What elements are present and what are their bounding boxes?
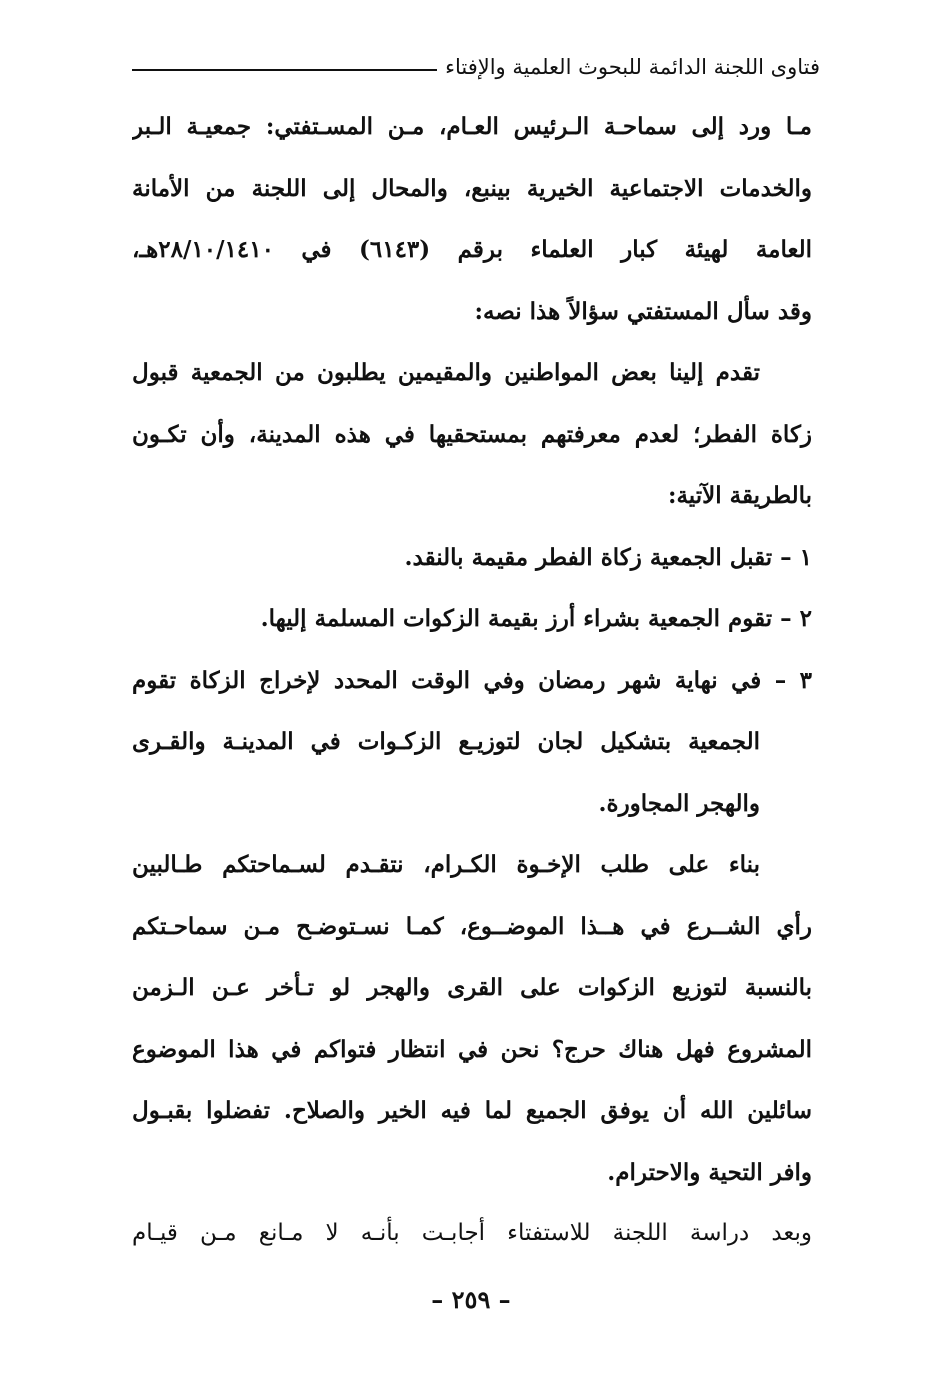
text-line: رأي الشــرع في هــذا الموضــوع، كمـا نسـتوضـح مـن سماحـتكم: [132, 912, 812, 940]
list-item: ٣ – في نهاية شهر رمضان وفي الوقت المحدد لإخراج الزكاة تقوم: [132, 666, 812, 694]
text-line: زكاة الفطر؛ لعدم معرفتهم بمستحقيها في هذه المدينة، وأن تكـون: [132, 420, 812, 448]
body-text: [132, 96, 812, 1265]
text-line: بالطريقة الآتية:: [667, 482, 812, 509]
text-line: بالنسبة لتوزيع الزكوات على القرى والهجر لو تـأخر عـن الـزمن: [132, 974, 812, 1001]
text-line: العامة لهيئة كبار العلماء برقم (٦١٤٣) في ٢٨/١٠/١٤١٠هـ،: [132, 236, 812, 263]
text-line: سائلين الله أن يوفق الجميع لما فيه الخير والصلاح. تفضلوا بقبـول: [132, 1097, 812, 1124]
text-line: والخدمات الاجتماعية الخيرية بينبع، والمحال إلى اللجنة من الأمانة: [132, 174, 812, 202]
text-line: وقد سأل المستفتي سؤالاً هذا نصه:: [474, 297, 812, 325]
list-item-continuation: والهجر المجاورة.: [598, 789, 760, 817]
running-header: [132, 50, 820, 84]
list-item: ١ – تقبل الجمعية زكاة الفطر مقيمة بالنقد.: [404, 543, 812, 571]
header-rule: [132, 69, 437, 71]
text-line: مـا ورد إلى سماحـة الـرئيس العـام، مـن المسـتفتي: جمعيـة الـبر: [132, 113, 812, 140]
text-line: وبعد دراسة اللجنة للاستفتاء أجابـت بأنـه لا مـانع مـن قيـام: [132, 1220, 812, 1246]
list-item-continuation: الجمعية بتشكيل لجان لتوزيـع الزكـوات في المدينـة والقـرى: [132, 728, 760, 755]
text-line: بناء على طلب الإخـوة الكـرام، نتقـدم لسـماحتكم طـالبين: [132, 851, 760, 878]
header-title: فتاوى اللجنة الدائمة للبحوث العلمية والإفتاء: [445, 55, 820, 79]
text-line: المشروع فهل هناك حرج؟ نحن في انتظار فتواكم في هذا الموضوع: [132, 1035, 812, 1063]
text-line: وافر التحية والاحترام.: [607, 1158, 812, 1186]
page-number: – ٢٥٩ –: [431, 1285, 511, 1314]
list-item: ٢ – تقوم الجمعية بشراء أرز بقيمة الزكوات المسلمة إليها.: [260, 605, 812, 632]
text-line: تقدم إلينا بعض المواطنين والمقيمين يطلبون من الجمعية قبول: [132, 359, 760, 386]
